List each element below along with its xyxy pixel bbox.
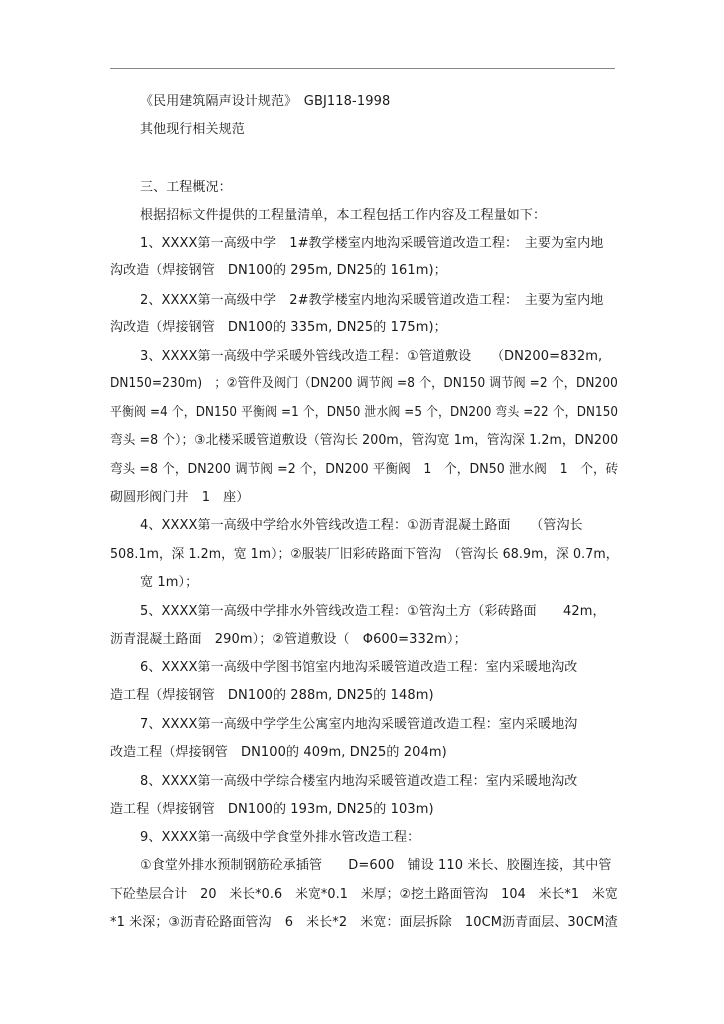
item-9-line-3: *1 米深；③沥青砼路面管沟 6 米长*2 米宽：面层拆除 10CM沥青面层、30CM渣 xyxy=(110,915,618,930)
reference-line-other-standards: 其他现行相关规范 xyxy=(140,122,245,137)
item-3-line-5: 弯头 =8 个，DN200 调节阀 =2 个，DN200 平衡阀 1 个，DN50 泄水阀 1 个，砖 xyxy=(110,462,619,477)
item-2-line-1: 2、XXXX第一高级中学 2#教学楼室内地沟采暖管道改造工程： 主要为室内地 xyxy=(140,293,604,308)
item-1-line-1: 1、XXXX第一高级中学 1#教学楼室内地沟采暖管道改造工程： 主要为室内地 xyxy=(140,236,604,251)
item-2-line-2: 沟改造（焊接钢管 DN100的 335m, DN25的 175m)； xyxy=(110,320,447,335)
item-9-line-1: ①食堂外排水预制钢筋砼承插管 D=600 铺设 110 米长、胶圈连接，其中管 xyxy=(140,858,612,873)
reference-line-acoustic-standard: 《民用建筑隔声设计规范》 GBJ118-1998 xyxy=(140,94,391,109)
item-4-line-2: 508.1m，深 1.2m，宽 1m）；②服装厂旧彩砖路面下管沟 （管沟长 68.9m，深 0.7m， xyxy=(110,547,619,562)
item-9-heading: 9、XXXX第一高级中学食堂外排水管改造工程： xyxy=(140,830,421,845)
item-3-line-2: DN150=230m) ；②管件及阀门（DN200 调节阀 =8 个，DN150 调节阀 =2 个，DN200 xyxy=(110,376,618,391)
section-heading: 三、工程概况： xyxy=(140,180,232,195)
item-5-line-1: 5、XXXX第一高级中学排水外管线改造工程：①管沟土方（彩砖路面 42m， xyxy=(140,604,606,619)
item-9-line-2: 下砼垫层合计 20 米长*0.6 米宽*0.1 米厚；②挖土路面管沟 104 米长*1 米宽 xyxy=(110,887,618,902)
item-7-line-2: 改造工程（焊接钢管 DN100的 409m, DN25的 204m) xyxy=(110,745,447,760)
item-1-line-2: 沟改造（焊接钢管 DN100的 295m, DN25的 161m)； xyxy=(110,263,447,278)
item-4-line-1: 4、XXXX第一高级中学给水外管线改造工程：①沥青混凝土路面 （管沟长 xyxy=(140,518,583,533)
item-6-line-1: 6、XXXX第一高级中学图书馆室内地沟采暖管道改造工程：室内采暖地沟改 xyxy=(140,660,578,675)
item-3-line-6: 砌圆形阀门井 1 座） xyxy=(110,490,250,505)
item-4-line-3: 宽 1m）； xyxy=(140,575,199,590)
item-3-line-3: 平衡阀 =4 个，DN150 平衡阀 =1 个，DN50 泄水阀 =5 个，DN200 弯头 =22 个，DN150 xyxy=(110,405,619,420)
item-3-line-1: 3、XXXX第一高级中学采暖外管线改造工程：①管道敷设 （DN200=832m, xyxy=(140,349,603,364)
item-3-line-4: 弯头 =8 个）；③北楼采暖管道敷设（管沟长 200m，管沟宽 1m，管沟深 1.2m，DN200 xyxy=(110,433,619,448)
item-6-line-2: 造工程（焊接钢管 DN100的 288m, DN25的 148m) xyxy=(110,688,434,703)
item-7-line-1: 7、XXXX第一高级中学学生公寓室内地沟采暖管道改造工程：室内采暖地沟 xyxy=(140,717,578,732)
item-5-line-2: 沥青混凝土路面 290m）；②管道敷设（ Φ600=332m）； xyxy=(110,632,467,647)
header-rule xyxy=(110,68,615,69)
intro-paragraph: 根据招标文件提供的工程量清单，本工程包括工作内容及工程量如下： xyxy=(140,208,547,223)
item-8-line-2: 造工程（焊接钢管 DN100的 193m, DN25的 103m) xyxy=(110,802,434,817)
item-8-line-1: 8、XXXX第一高级中学综合楼室内地沟采暖管道改造工程：室内采暖地沟改 xyxy=(140,774,578,789)
